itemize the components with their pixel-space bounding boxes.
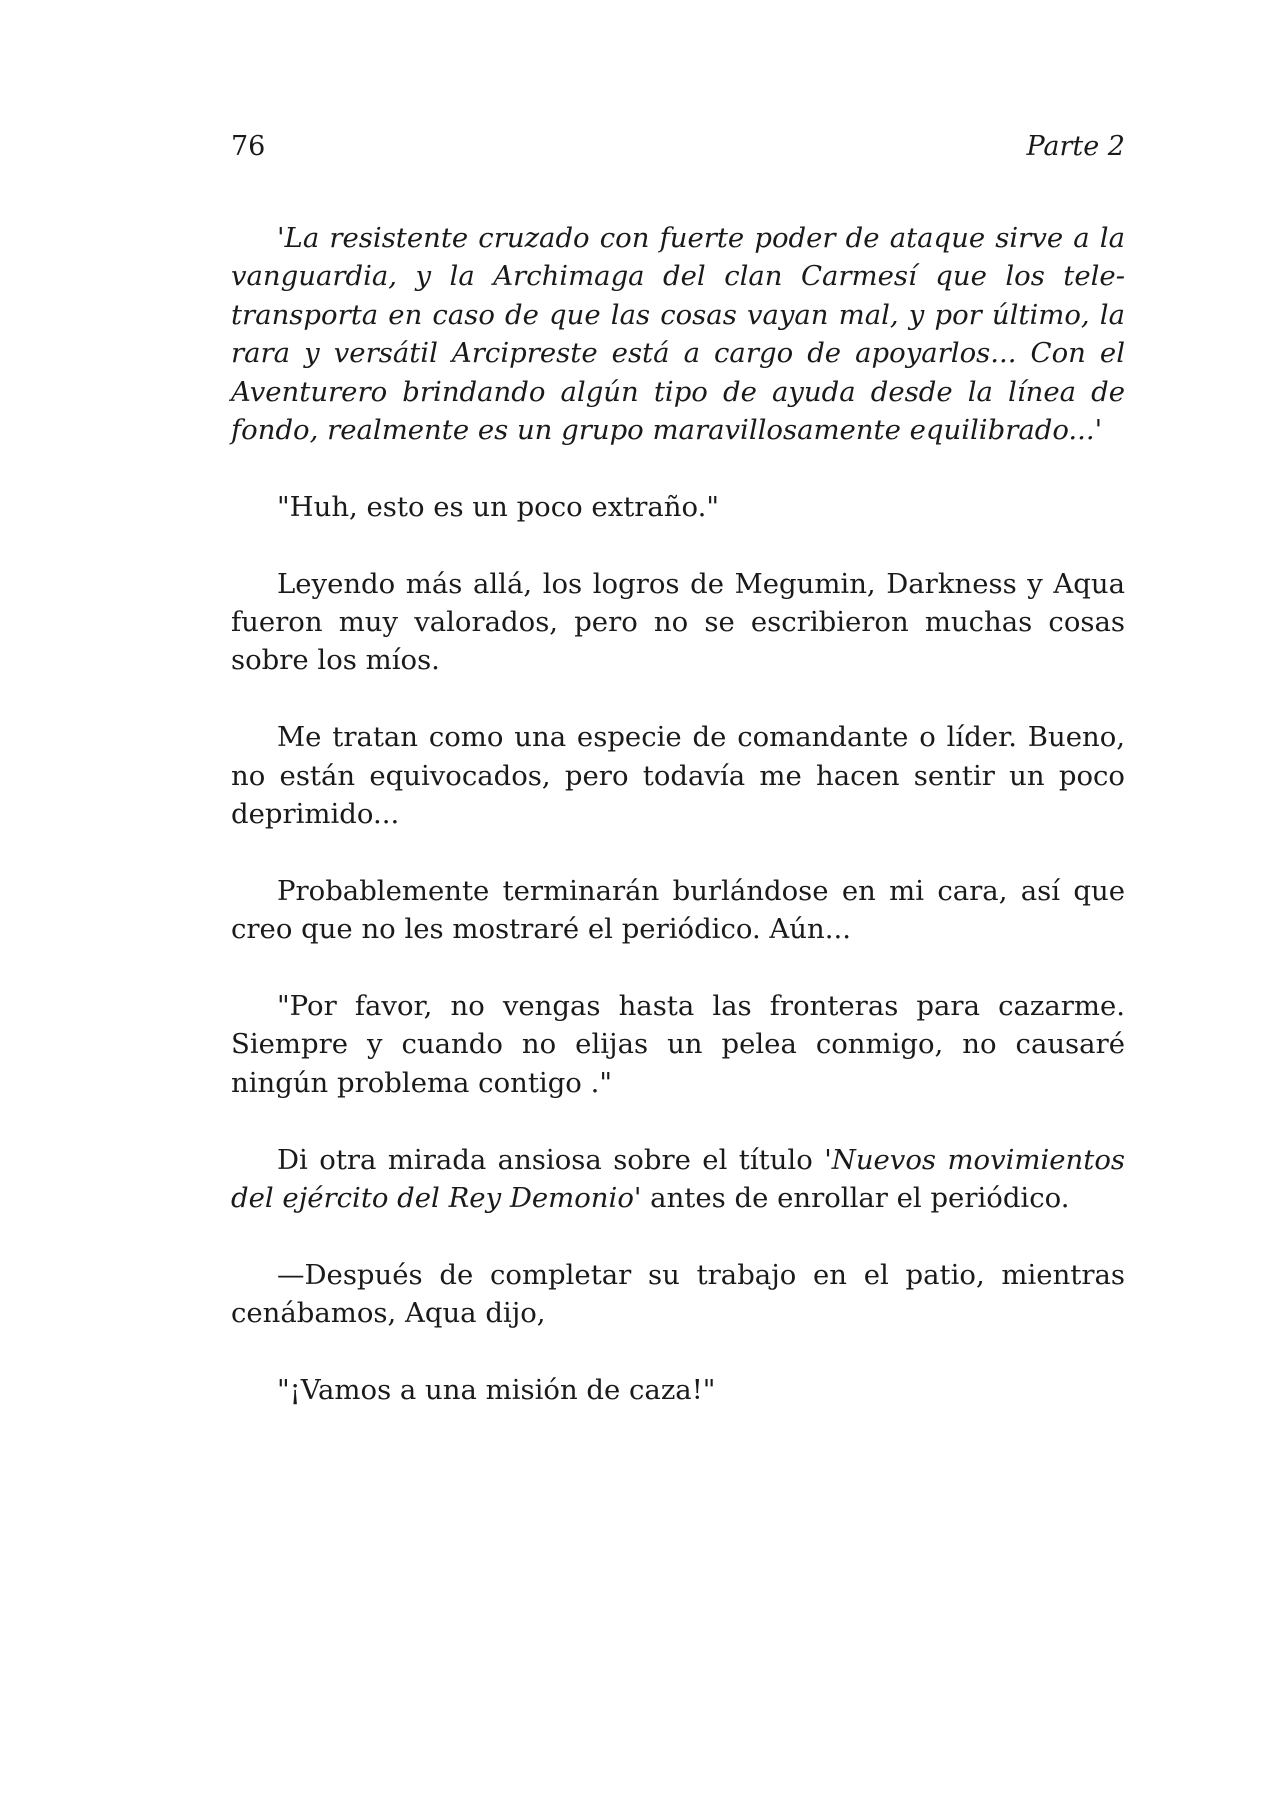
paragraph: —Después de completar su trabajo en el patio, mientras cenábamos, Aqua dijo, bbox=[231, 1258, 1125, 1330]
page-number: 76 bbox=[231, 131, 266, 162]
paragraph-headline bbox=[231, 1141, 1125, 1218]
paragraph-text: Di otra mirada ansiosa sobre el título bbox=[277, 1143, 825, 1176]
paragraph: Me tratan como una especie de comandante o líder. Bueno, no están equivocados, pero todavía me hacen sentir un poco deprimido... bbox=[231, 721, 1125, 831]
part-label: Parte 2 bbox=[1026, 131, 1125, 162]
paragraph: Leyendo más allá, los logros de Megumin, Darkness y Aqua fueron muy valorados, pero no se escribieron muchas cosas sobre los míos. bbox=[231, 567, 1125, 677]
paragraph: Probablemente terminarán burlándose en mi cara, así que creo que no les mostraré el periódico. Aún... bbox=[231, 874, 1125, 946]
headline-title: 'Nuevos movimientos del ejército del Rey Demonio' bbox=[231, 1143, 1125, 1215]
paragraph-dialogue: "Huh, esto es un poco extraño." bbox=[277, 490, 719, 523]
page-header bbox=[231, 128, 1125, 166]
paragraph-text: antes de enrollar el periódico. bbox=[641, 1182, 1070, 1215]
book-page bbox=[231, 128, 1125, 1448]
paragraph-dialogue: "Por favor, no vengas hasta las fronteras para cazarme. Siempre y cuando no elijas un pelea conmigo, no causaré ningún problema contigo ." bbox=[231, 990, 1125, 1099]
page-body bbox=[231, 219, 1125, 1409]
paragraph-newspaper-quote: 'La resistente cruzado con fuerte poder de ataque sirve a la vanguardia, y la Archimaga del clan Carmesí que los tele-transporta en caso de que las cosas vayan mal, y por último, la rara y versátil Arcipreste está a cargo de apoyarlos... Con el Aventurero brindando algún tipo de ayuda desde la línea de fondo, realmente es un grupo maravillosamente equilibrado...' bbox=[231, 222, 1125, 447]
paragraph-dialogue: "¡Vamos a una misión de caza!" bbox=[277, 1374, 716, 1407]
